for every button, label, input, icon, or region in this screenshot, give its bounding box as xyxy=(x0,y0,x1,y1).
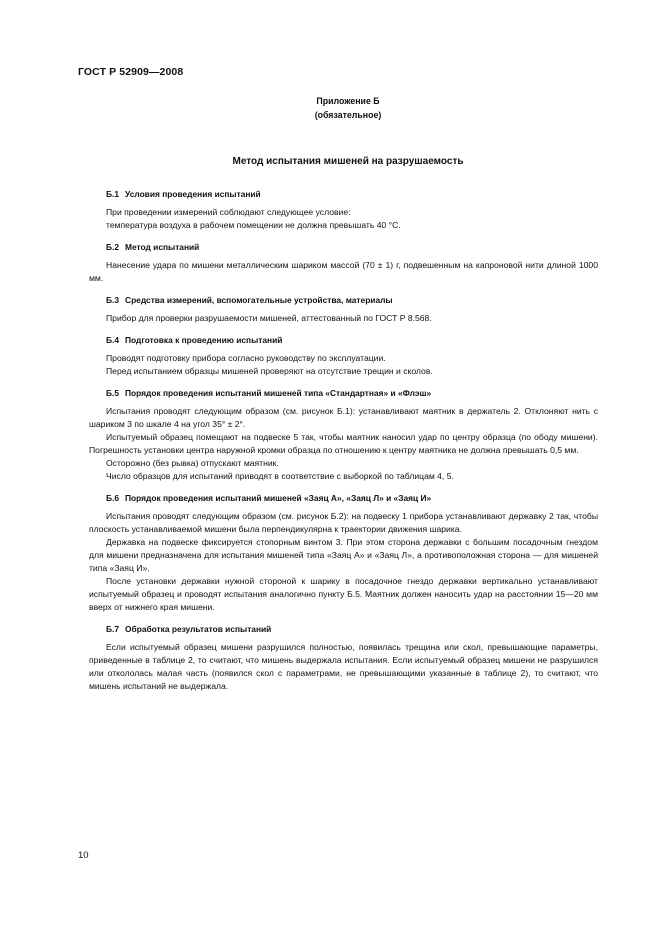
appendix-label xyxy=(200,94,496,122)
section-title: Средства измерений, вспомогательные устройства, материалы xyxy=(125,295,393,305)
page-number: 10 xyxy=(78,850,89,861)
section-b1 xyxy=(89,188,598,232)
document-header: ГОСТ Р 52909—2008 xyxy=(78,66,184,78)
section-number: Б.6 xyxy=(106,493,120,503)
paragraph: Число образцов для испытаний приводят в соответствие с выборкой по таблицам 4, 5. xyxy=(106,471,454,481)
paragraph: Державка на подвеске фиксируется стопорным винтом 3. При этом сторона державки с большим посадочным гнездом для мишени предназначена для испытания мишеней типа «Заяц А» и «Заяц Л», а противоположная сторона — для мишеней типа «Заяц И». xyxy=(89,537,598,573)
paragraph: При проведении измерений соблюдают следующее условие: xyxy=(106,207,351,217)
section-heading xyxy=(89,241,598,254)
section-heading xyxy=(89,188,598,201)
paragraph: Нанесение удара по мишени металлическим шариком массой (70 ± 1) г, подвешенным на капроновой нити длиной 1000 мм. xyxy=(89,260,598,283)
paragraph: Перед испытанием образцы мишеней проверяют на отсутствие трещин и сколов. xyxy=(106,366,433,376)
section-number: Б.1 xyxy=(106,189,120,199)
section-heading xyxy=(89,623,598,636)
paragraph: Осторожно (без рывка) отпускают маятник. xyxy=(106,458,279,468)
page-title: Метод испытания мишеней на разрушаемость xyxy=(232,156,464,167)
section-b2 xyxy=(89,241,598,285)
section-title: Подготовка к проведению испытаний xyxy=(125,335,283,345)
paragraph: Испытания проводят следующим образом (см. рисунок Б.2): на подвеску 1 прибора устанавливают державку 2 так, чтобы плоскость устанавливаемой мишени была перпендикулярна к траектории движения шарика. xyxy=(89,511,598,534)
appendix-status: (обязательное) xyxy=(314,110,382,120)
section-heading xyxy=(89,294,598,307)
document-body xyxy=(89,188,598,702)
paragraph: После установки державки нужной стороной к шарику в посадочное гнездо державки вертикально устанавливают испытуемый образец и проводят испытания аналогично пункту Б.5. Маятник должен наносить удар на расстоянии 15—20 мм вверх от нижнего края мишени. xyxy=(89,576,598,612)
paragraph: Испытуемый образец помещают на подвеске 5 так, чтобы маятник наносил удар по центру образца (по ободу мишени). Погрешность установки центра наружной кромки образца по отношению к центру маятника не должна превышать 0,5 мм. xyxy=(89,432,598,455)
paragraph: Проводят подготовку прибора согласно руководству по эксплуатации. xyxy=(106,353,386,363)
section-heading xyxy=(89,492,598,505)
paragraph: Прибор для проверки разрушаемости мишеней, аттестованный по ГОСТ Р 8.568. xyxy=(106,313,432,323)
section-b4 xyxy=(89,334,598,378)
section-b6 xyxy=(89,492,598,614)
section-title: Порядок проведения испытаний мишеней «Заяц А», «Заяц Л» и «Заяц И» xyxy=(125,493,432,503)
section-title: Порядок проведения испытаний мишеней типа «Стандартная» и «Флэш» xyxy=(125,388,432,398)
section-number: Б.3 xyxy=(106,295,120,305)
section-title: Метод испытаний xyxy=(125,242,200,252)
section-heading xyxy=(89,387,598,400)
section-number: Б.4 xyxy=(106,335,120,345)
paragraph: Если испытуемый образец мишени разрушился полностью, появилась трещина или скол, превышающие параметры, приведенные в таблице 2, то считают, что мишень выдержала испытания. Если испытуемый образец мишени не разрушился или откололась малая часть (появился скол с параметрами, не превышающими указанные в таблице 2), то считают, что мишень испытаний не выдержала. xyxy=(89,642,598,691)
section-title: Условия проведения испытаний xyxy=(125,189,261,199)
section-number: Б.7 xyxy=(106,624,120,634)
paragraph: Испытания проводят следующим образом (см. рисунок Б.1): устанавливают маятник в держатель 2. Отклоняют нить с шариком 3 по шкале 4 на угол 35° ± 2°. xyxy=(89,406,598,429)
appendix-title: Приложение Б xyxy=(316,96,380,106)
section-b3 xyxy=(89,294,598,325)
section-title: Обработка результатов испытаний xyxy=(125,624,272,634)
section-b7 xyxy=(89,623,598,693)
paragraph: температура воздуха в рабочем помещении не должна превышать 40 °С. xyxy=(106,220,401,230)
section-heading xyxy=(89,334,598,347)
section-b5 xyxy=(89,387,598,483)
section-number: Б.2 xyxy=(106,242,120,252)
section-number: Б.5 xyxy=(106,388,120,398)
